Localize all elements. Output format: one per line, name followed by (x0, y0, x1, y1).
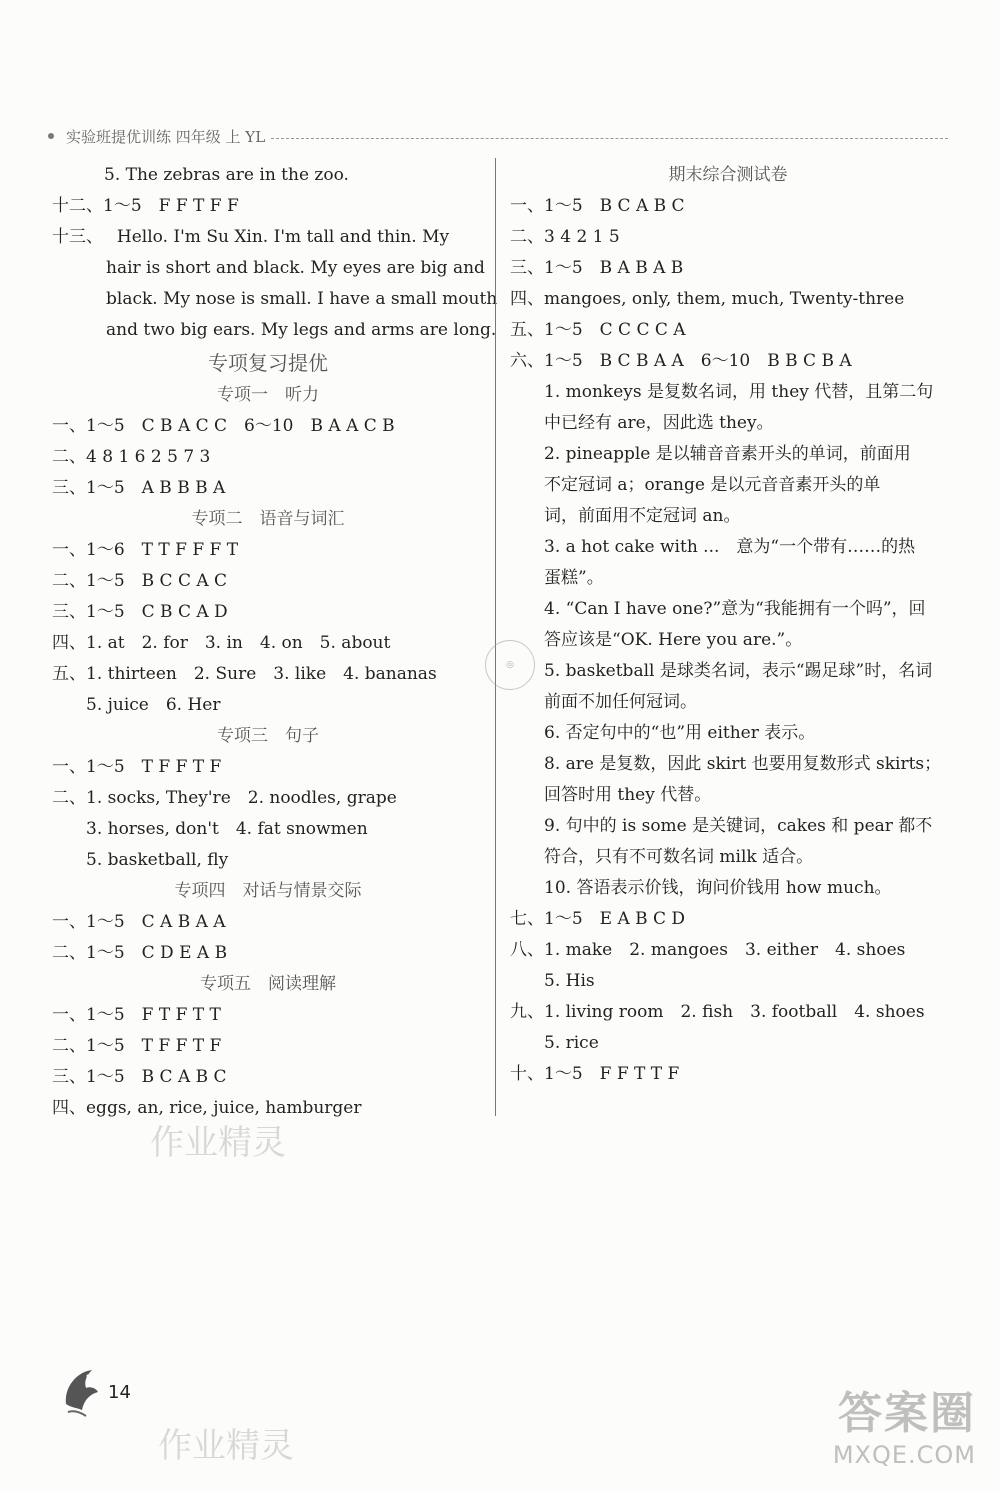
answer-line: 二、1. socks, They're 2. noodles, grape (52, 788, 397, 808)
left-column (52, 160, 498, 1124)
section-heading: 专项五 阅读理解 (200, 974, 336, 994)
answer-line: 5. rice (544, 1033, 599, 1053)
answer-line: 2. pineapple 是以辅音音素开头的单词，前面用 (544, 444, 911, 464)
answer-line: 一、1～5 T F F T F (52, 757, 222, 777)
corner-logo-text: 答案圈 (838, 1388, 976, 1439)
answer-line: 5. His (544, 971, 595, 991)
answer-line: 二、1～5 C D E A B (52, 943, 228, 963)
section-heading: 专项复习提优 (208, 351, 328, 375)
column-divider (495, 158, 496, 1116)
header-rule (271, 138, 948, 139)
answer-line: 一、1～5 C A B A A (52, 912, 226, 932)
answer-line: 5. The zebras are in the zoo. (104, 165, 349, 185)
answer-line: 三、1～5 A B B B A (52, 478, 226, 498)
answer-line: 六、1～5 B C B A A 6～10 B B C B A (510, 351, 852, 371)
answer-line: 一、1～5 F T F T T (52, 1005, 221, 1025)
answer-line: 5. basketball 是球类名词，表示“踢足球”时，名词 (544, 661, 933, 681)
answer-line: 三、1～5 B A B A B (510, 258, 684, 278)
answer-line: 九、1. living room 2. fish 3. football 4. shoes (510, 1002, 925, 1022)
answer-line: 回答时用 they 代替。 (544, 785, 712, 805)
answer-line: 中已经有 are，因此选 they。 (544, 413, 774, 433)
answer-line: 1. monkeys 是复数名词，用 they 代替，且第二句 (544, 382, 934, 402)
answer-line: 蛋糕”。 (544, 568, 604, 588)
answer-line: 二、3 4 2 1 5 (510, 227, 620, 247)
section-heading: 期末综合测试卷 (668, 165, 788, 185)
answer-line: 二、4 8 1 6 2 5 7 3 (52, 447, 211, 467)
answer-line: 一、1～5 B C A B C (510, 196, 685, 216)
answer-line: 一、1～5 C B A C C 6～10 B A A C B (52, 416, 395, 436)
dolphin-icon (60, 1364, 102, 1420)
right-column (510, 160, 946, 1090)
running-header (48, 124, 948, 148)
answer-line: 十二、1～5 F F T F F (52, 196, 239, 216)
answer-line: 8. are 是复数，因此 skirt 也要用复数形式 skirts； (544, 754, 942, 774)
answer-line: 四、1. at 2. for 3. in 4. on 5. about (52, 633, 391, 653)
page-footer (60, 1362, 131, 1422)
answer-line: 6. 否定句中的“也”用 either 表示。 (544, 723, 816, 743)
answer-line: and two big ears. My legs and arms are long. (106, 320, 497, 340)
page-number: 14 (108, 1381, 131, 1403)
answer-line: 10. 答语表示价钱，询问价钱用 how much。 (544, 878, 892, 898)
answer-line: 5. juice 6. Her (86, 695, 221, 715)
section-heading: 专项四 对话与情景交际 (174, 881, 362, 901)
answer-line: 十三、 Hello. I'm Su Xin. I'm tall and thin. My (52, 227, 450, 247)
answer-line: 答应该是“OK. Here you are.”。 (544, 630, 803, 650)
section-heading: 专项三 句子 (217, 726, 319, 746)
answer-line: 七、1～5 E A B C D (510, 909, 686, 929)
answer-line: 二、1～5 T F F T F (52, 1036, 222, 1056)
answer-line: 5. basketball, fly (86, 850, 229, 870)
watermark-mid: 作业精灵 (150, 1123, 286, 1163)
answer-line: 二、1～5 B C C A C (52, 571, 228, 591)
answer-line: 五、1. thirteen 2. Sure 3. like 4. bananas (52, 664, 437, 684)
watermark-bottom: 作业精灵 (158, 1426, 294, 1466)
header-title: 实验班提优训练 四年级 上 YL (66, 127, 266, 146)
answer-line: hair is short and black. My eyes are big and (106, 258, 485, 278)
answer-line: 三、1～5 C B C A D (52, 602, 228, 622)
answer-line: 3. a hot cake with ... 意为“一个带有……的热 (544, 537, 916, 557)
answer-line: 四、mangoes, only, them, much, Twenty-three (510, 289, 905, 309)
section-heading: 专项一 听力 (217, 385, 319, 405)
answer-line: 三、1～5 B C A B C (52, 1067, 227, 1087)
answer-line: 一、1～6 T T F F F T (52, 540, 239, 560)
answer-line: 不定冠词 a；orange 是以元音音素开头的单 (544, 475, 881, 495)
answer-line: 词，前面用不定冠词 an。 (544, 506, 741, 526)
bullet-icon (48, 133, 54, 139)
answer-line: 十、1～5 F F T T F (510, 1064, 680, 1084)
answer-line: 八、1. make 2. mangoes 3. either 4. shoes (510, 940, 906, 960)
corner-logo-url: MXQE.COM (832, 1441, 976, 1469)
answer-line: 五、1～5 C C C C A (510, 320, 686, 340)
answer-line: 前面不加任何冠词。 (544, 692, 697, 712)
answer-line: 3. horses, don't 4. fat snowmen (86, 819, 368, 839)
section-heading: 专项二 语音与词汇 (191, 509, 345, 529)
answer-line: black. My nose is small. I have a small mouth (106, 289, 498, 309)
faint-stamp: ◎ (485, 640, 535, 690)
answer-line: 符合，只有不可数名词 milk 适合。 (544, 847, 814, 867)
answer-line: 四、eggs, an, rice, juice, hamburger (52, 1098, 362, 1118)
answer-line: 4. “Can I have one?”意为“我能拥有一个吗”，回 (544, 599, 926, 619)
answer-line: 9. 句中的 is some 是关键词，cakes 和 pear 都不 (544, 816, 933, 836)
corner-logo (833, 1377, 976, 1469)
